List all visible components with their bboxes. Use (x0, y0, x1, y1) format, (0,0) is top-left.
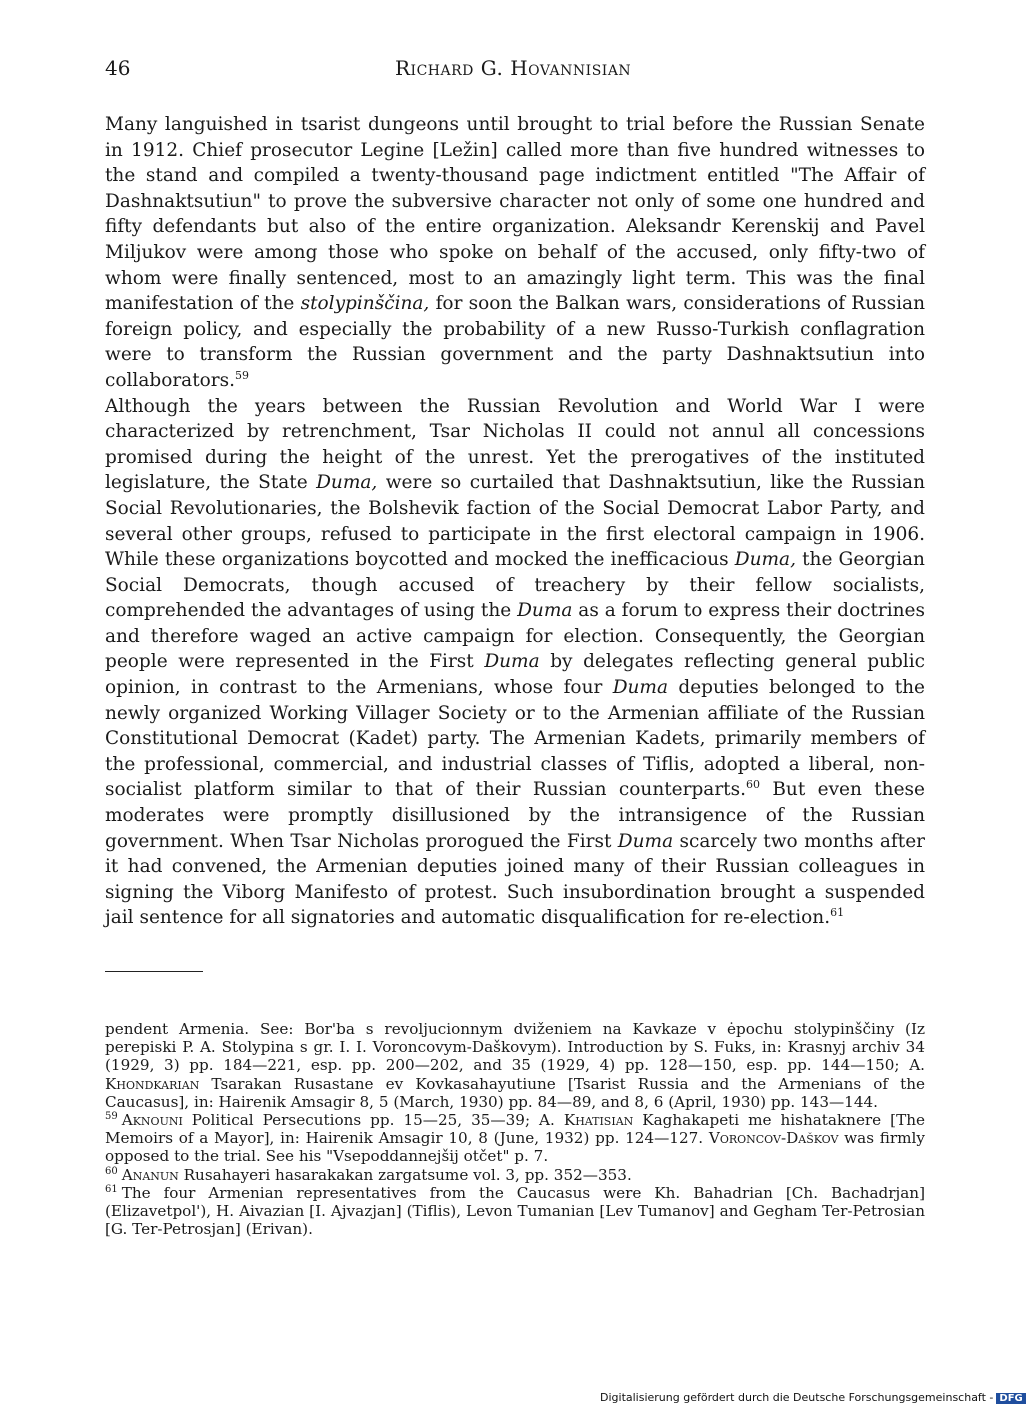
text-run: Many languished in tsarist dungeons until brought to trial before the Russian Senate in 1912. Chief prosecutor Legine [Ležin] called more than five hundred witnesses to the stand and compiled a twenty-thousand page indictment entitled "The Affair of Dashnaktsutiun" to prove the subversive character not only of some one hundred and fifty defendants but also of the entire organization. Aleksandr Kerenskij and Pavel Miljukov were among those who spoke on behalf of the accused, only fifty-two of whom were finally sentenced, most to an amazingly light term. This was the final manifestation of the (105, 114, 925, 315)
author-name: Aknouni (121, 1111, 183, 1130)
running-head: Richard G. Hovannisian (395, 56, 632, 80)
footnotes (105, 1020, 925, 1238)
author-name: Voroncov-Daškov (708, 1129, 839, 1148)
footnote-divider (105, 971, 203, 972)
text-run: for soon the Balkan wars, considerations of Russian foreign policy, and especially the probability of a new Russo-Turkish conflagration were to transform the Russian government and the party Dashnaktsutiun into collaborators. (105, 293, 925, 391)
text-run: were so curtailed that Dashnaktsutiun, like the Russian Social Revolutionaries, the Bolshevik faction of the Social Democrat Labor Party, and several other groups, refused to participate in the first electoral campaign in 1906. While these organizations boycotted and mocked the inefficacious (105, 472, 925, 571)
digitization-credit (600, 1391, 1023, 1404)
paragraph-1 (105, 112, 925, 394)
footnote-60 (105, 1166, 925, 1184)
text-run: deputies belonged to the newly organized Working Villager Society or to the Armenian affiliate of the Russian Constitutional Democrat (Kadet) party. The Armenian Kadets, primarily members of the professional, commercial, and industrial classes of Tiflis, adopted a liberal, non-socialist platform similar to that of their Russian counterparts. (105, 677, 925, 801)
text-run: But even these moderates were promptly disillusioned by the intransigence of the Russian government. When Tsar Nicholas prorogued the First (105, 779, 925, 852)
text-run: as a forum to express their doctrines and therefore waged an active campaign for election. Consequently, the Georgian people were represented in the First (105, 600, 925, 673)
page-header (105, 56, 925, 86)
text-run: pendent Armenia. See: Bor'ba s revoljucionnym dviženiem na Kavkaze v ėpochu stolypinščiny (Iz perepiski P. A. Stolypina s gr. I. I. Voroncovym-Daškovym). Introduction by S. Fuks, in: Krasnyj archiv 34 (1929, 3) pp. 184—221, esp. pp. 200—202, and 35 (1929, 4) pp. 128—150, esp. pp. 144—150; A. (105, 1020, 925, 1075)
footnote-59 (105, 1111, 925, 1166)
footnote-number: 60 (105, 1165, 118, 1177)
text-run: Political Persecutions pp. 15—25, 35—39; A. (182, 1111, 564, 1130)
italic-term: Duma (484, 651, 540, 673)
author-name: Khatisian (563, 1111, 634, 1130)
footnote-number: 59 (105, 1110, 118, 1122)
dfg-logo-icon: DFG (996, 1393, 1025, 1404)
footnote-ref: 60 (745, 778, 760, 792)
credit-text: Digitalisierung gefördert durch die Deutsche Forschungsgemeinschaft - (600, 1391, 994, 1404)
footnote-ref: 61 (830, 906, 845, 920)
text-run: Kaghakapeti me hishataknere [The Memoirs of a Mayor], in: Hairenik Amsagir 10, 8 (June, 1932) pp. 124—127. (105, 1111, 925, 1148)
italic-term: Duma (612, 677, 669, 699)
italic-term: Duma (517, 600, 573, 622)
footnote-continuation (105, 1020, 925, 1111)
text-run: scarcely two months after it had convened, the Armenian deputies joined many of their Russian colleagues in signing the Viborg Manifesto of protest. Such insubordination brought a suspended jail sentence for all signatories and automatic disqualification for re-election. (105, 830, 925, 929)
italic-term: stolypinščina, (300, 293, 430, 315)
text-run: the Georgian Social Democrats, though accused of treachery by their fellow socialists, comprehended the advantages of using the (105, 549, 925, 622)
italic-term: Duma, (316, 472, 378, 494)
italic-term: Duma (617, 830, 674, 852)
footnote-number: 61 (105, 1183, 118, 1195)
footnote-ref: 59 (235, 368, 250, 382)
text-run: by delegates reflecting general public opinion, in contrast to the Armenians, whose four (105, 651, 925, 699)
page-number: 46 (105, 56, 131, 80)
text-run: Rusahayeri hasarakakan zargatsume vol. 3, pp. 352—353. (178, 1165, 632, 1184)
text-run: Tsarakan Rusastane ev Kovkasahayutiune [Tsarist Russia and the Armenians of the Caucasus], in: Hairenik Amsagir 8, 5 (March, 1930) pp. 84—89, and 8, 6 (April, 1930) pp. 143—144. (105, 1074, 925, 1111)
text-run: Although the years between the Russian Revolution and World War I were characterized by retrenchment, Tsar Nicholas II could not annul all concessions promised during the height of the unrest. Yet the prerogatives of the instituted legislature, the State (105, 395, 925, 494)
body-text (105, 112, 925, 931)
text-run: was firmly opposed to the trial. See his "Vsepoddannejšij otčet" p. 7. (105, 1129, 925, 1166)
text-run: The four Armenian representatives from the Caucasus were Kh. Bahadrian [Ch. Bachadrjan] (Elizavetpol'), H. Aivazian [I. Ajvazjan] (Tiflis), Levon Tumanian [Lev Tumanov] and Gegham Ter-Petrosian [G. Ter-Petrosjan] (Erivan). (105, 1183, 925, 1239)
footnote-61 (105, 1184, 925, 1239)
italic-term: Duma, (734, 549, 796, 571)
author-name: Ananun (121, 1165, 179, 1184)
paragraph-2 (105, 394, 925, 931)
author-name: Khondkarian (105, 1074, 200, 1093)
